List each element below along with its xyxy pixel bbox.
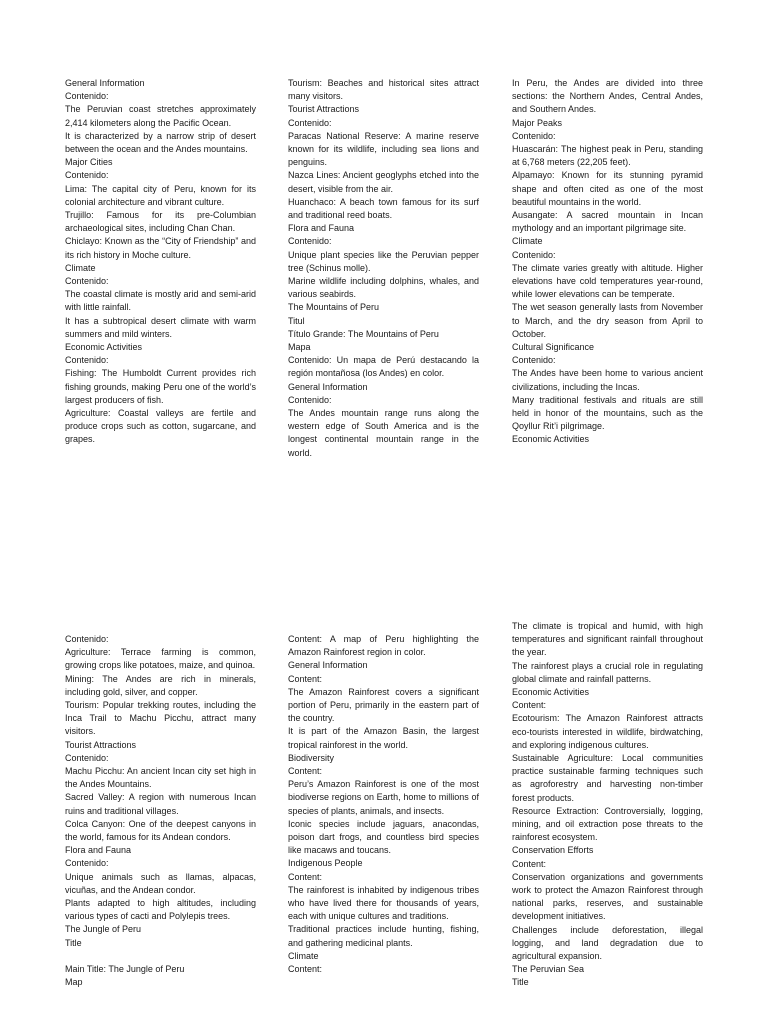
paragraph: Many traditional festivals and rituals are still held in honor of the mountains, such as the Qoyllur Rit’i pilgrimage.: [512, 394, 703, 432]
paragraph: Indigenous People: [288, 858, 363, 869]
paragraph: Unique animals such as llamas, alpacas, vicuñas, and the Andean condor.: [65, 871, 256, 895]
paragraph: Contenido:: [65, 355, 109, 366]
paragraph: The Amazon Rainforest covers a significant portion of Peru, primarily in the eastern part of the country.: [288, 686, 479, 724]
text-column-1: [65, 77, 256, 447]
paragraph: General Information: [65, 78, 145, 88]
paragraph: The Andes mountain range runs along the western edge of South America and is the longest continental mountain range in the world.: [288, 408, 479, 458]
paragraph: The Jungle of Peru: [65, 924, 142, 935]
paragraph: Ecotourism: The Amazon Rainforest attracts eco-tourists interested in wildlife, birdwatching, and exploring indigenous cultures.: [512, 713, 703, 750]
paragraph: Colca Canyon: One of the deepest canyons in the world, famous for its Andean condors.: [65, 818, 256, 843]
paragraph: Title: [65, 937, 82, 948]
paragraph: Map: [65, 977, 83, 988]
blank-line: [65, 950, 256, 963]
paragraph: Agriculture: Coastal valleys are fertile and produce crops such as cotton, sugarcane, and grapes.: [65, 408, 256, 445]
paragraph: Economic Activities: [512, 434, 590, 445]
paragraph: Title: [512, 977, 529, 988]
paragraph: The Peruvian Sea: [512, 964, 585, 975]
paragraph: Contenido: Un mapa de Perú destacando la región montañosa (los Andes) en color.: [288, 355, 479, 379]
paragraph: Contenido:: [288, 117, 332, 128]
paragraph: General Information: [288, 381, 368, 392]
paragraph: Major Peaks: [512, 117, 563, 128]
paragraph: Título Grande: The Mountains of Peru: [288, 328, 439, 339]
paragraph: Huascarán: The highest peak in Peru, standing at 6,768 meters (22,205 feet).: [512, 144, 703, 168]
paragraph: The rainforest is inhabited by indigenous tribes who have lived there for thousands of years, each with unique cultures and traditions.: [288, 884, 479, 922]
paragraph: Contenido:: [65, 170, 109, 181]
paragraph: The climate is tropical and humid, with high temperatures and significant rainfall throughout the year.: [512, 621, 703, 658]
paragraph: Huanchaco: A beach town famous for its surf and traditional reed boats.: [288, 196, 479, 221]
paragraph: Contenido:: [65, 858, 109, 869]
paragraph: Unique plant species like the Peruvian pepper tree (Schinus molle).: [288, 249, 479, 273]
paragraph: Agriculture: Terrace farming is common, growing crops like potatoes, maize, and quinoa.: [65, 647, 256, 671]
paragraph: Challenges include deforestation, illegal logging, and land degradation due to agricultural expansion.: [512, 924, 703, 962]
paragraph: Conservation organizations and governments work to protect the Amazon Rainforest through national parks, reserves, and sustainable development initiatives.: [512, 871, 703, 922]
paragraph: Content:: [288, 964, 323, 975]
paragraph: Chiclayo: Known as the “City of Friendship” and its rich history in Moche culture.: [65, 236, 256, 260]
paragraph: Sacred Valley: A region with numerous Incan ruins and traditional villages.: [65, 792, 256, 816]
paragraph: Sustainable Agriculture: Local communities practice sustainable farming techniques such as agroforestry and harvesting non-timber forest products.: [512, 753, 703, 803]
paragraph: The Mountains of Peru: [288, 302, 380, 313]
paragraph: Climate: [512, 236, 543, 247]
paragraph: Tourism: Popular trekking routes, including the Inca Trail to Machu Picchu, attract many visitors.: [65, 700, 256, 737]
paragraph: Peru’s Amazon Rainforest is one of the most biodiverse regions on Earth, home to millions of species of plants, animals, and insects.: [288, 779, 479, 816]
paragraph: Titul: [288, 315, 305, 326]
paragraph: Content:: [512, 858, 547, 869]
paragraph: Content:: [288, 871, 323, 882]
text-column-2: [288, 77, 479, 460]
paragraph: Trujillo: Famous for its pre-Columbian archaeological sites, including Chan Chan.: [65, 210, 256, 234]
paragraph: Tourism: Beaches and historical sites attract many visitors.: [288, 78, 479, 102]
paragraph: Contenido:: [65, 752, 109, 763]
paragraph: The wet season generally lasts from November to March, and the dry season from April to October.: [512, 302, 703, 339]
paragraph: Major Cities: [65, 157, 113, 168]
paragraph: The rainforest plays a crucial role in regulating global climate and rainfall patterns.: [512, 660, 703, 684]
paragraph: It is part of the Amazon Basin, the largest tropical rainforest in the world.: [288, 726, 479, 750]
paragraph: Contenido:: [65, 91, 109, 102]
paragraph: It is characterized by a narrow strip of desert between the ocean and the Andes mountains.: [65, 130, 256, 155]
paragraph: The coastal climate is mostly arid and semi-arid with little rainfall.: [65, 289, 256, 313]
paragraph: Tourist Attractions: [288, 104, 360, 115]
paragraph: Alpamayo: Known for its stunning pyramid shape and often cited as one of the most beautiful mountains in the world.: [512, 170, 703, 207]
paragraph: Main Title: The Jungle of Peru: [65, 964, 185, 975]
paragraph: It has a subtropical desert climate with warm summers and mild winters.: [65, 315, 256, 339]
paragraph: Contenido:: [512, 249, 556, 260]
paragraph: Contenido:: [512, 355, 556, 366]
paragraph: Contenido:: [65, 276, 109, 287]
paragraph: Nazca Lines: Ancient geoglyphs etched into the desert, visible from the air.: [288, 170, 479, 194]
paragraph: Plants adapted to high altitudes, including various types of cacti and Polylepis trees.: [65, 898, 256, 922]
paragraph: Mapa: [288, 342, 311, 353]
text-column-4: [65, 633, 256, 989]
paragraph: General Information: [288, 660, 368, 671]
paragraph: Cultural Significance: [512, 342, 595, 353]
paragraph: Contenido:: [288, 394, 332, 405]
paragraph: The Andes have been home to various ancient civilizations, including the Incas.: [512, 368, 703, 392]
paragraph: Mining: The Andes are rich in minerals, including gold, silver, and copper.: [65, 673, 256, 697]
paragraph: The climate varies greatly with altitude. Higher elevations have cold temperatures year-round, while lower elevations can be temperate.: [512, 262, 703, 300]
paragraph: Content:: [288, 766, 323, 777]
paragraph: Tourist Attractions: [65, 739, 137, 750]
paragraph: Fishing: The Humboldt Current provides rich fishing grounds, making Peru one of the world’s largest producers of fish.: [65, 368, 256, 405]
paragraph: The Peruvian coast stretches approximately 2,414 kilometers along the Pacific Ocean.: [65, 104, 256, 128]
paragraph: Content:: [512, 700, 547, 711]
paragraph: Machu Picchu: An ancient Incan city set high in the Andes Mountains.: [65, 766, 256, 790]
paragraph: Flora and Fauna: [288, 223, 355, 234]
text-column-6: [512, 620, 703, 990]
paragraph: Economic Activities: [65, 342, 143, 353]
paragraph: Iconic species include jaguars, anacondas, poison dart frogs, and countless bird species like macaws and toucans.: [288, 818, 479, 856]
paragraph: Marine wildlife including dolphins, whales, and various seabirds.: [288, 276, 479, 300]
paragraph: Contenido:: [512, 130, 556, 141]
text-column-5: [288, 633, 479, 976]
paragraph: Contenido:: [288, 236, 332, 247]
paragraph: Conservation Efforts: [512, 845, 594, 856]
paragraph: Climate: [288, 950, 319, 961]
paragraph: Paracas National Reserve: A marine reserve known for its wildlife, including sea lions and penguins.: [288, 130, 479, 168]
paragraph: Content: A map of Peru highlighting the Amazon Rainforest region in color.: [288, 634, 479, 658]
paragraph: Ausangate: A sacred mountain in Incan mythology and an important pilgrimage site.: [512, 210, 703, 234]
paragraph: Traditional practices include hunting, fishing, and gathering medicinal plants.: [288, 924, 479, 948]
text-column-3: [512, 77, 703, 447]
paragraph: In Peru, the Andes are divided into three sections: the Northern Andes, Central Andes, and Southern Andes.: [512, 78, 703, 115]
paragraph: Climate: [65, 262, 96, 273]
paragraph: Contenido:: [65, 634, 109, 644]
paragraph: Content:: [288, 673, 323, 684]
paragraph: Flora and Fauna: [65, 845, 132, 856]
paragraph: Lima: The capital city of Peru, known for its colonial architecture and vibrant culture.: [65, 183, 256, 207]
paragraph: Biodiversity: [288, 752, 335, 763]
paragraph: Economic Activities: [512, 687, 590, 698]
paragraph: Resource Extraction: Controversially, logging, mining, and oil extraction pose threats to the rainforest ecosystem.: [512, 805, 703, 843]
